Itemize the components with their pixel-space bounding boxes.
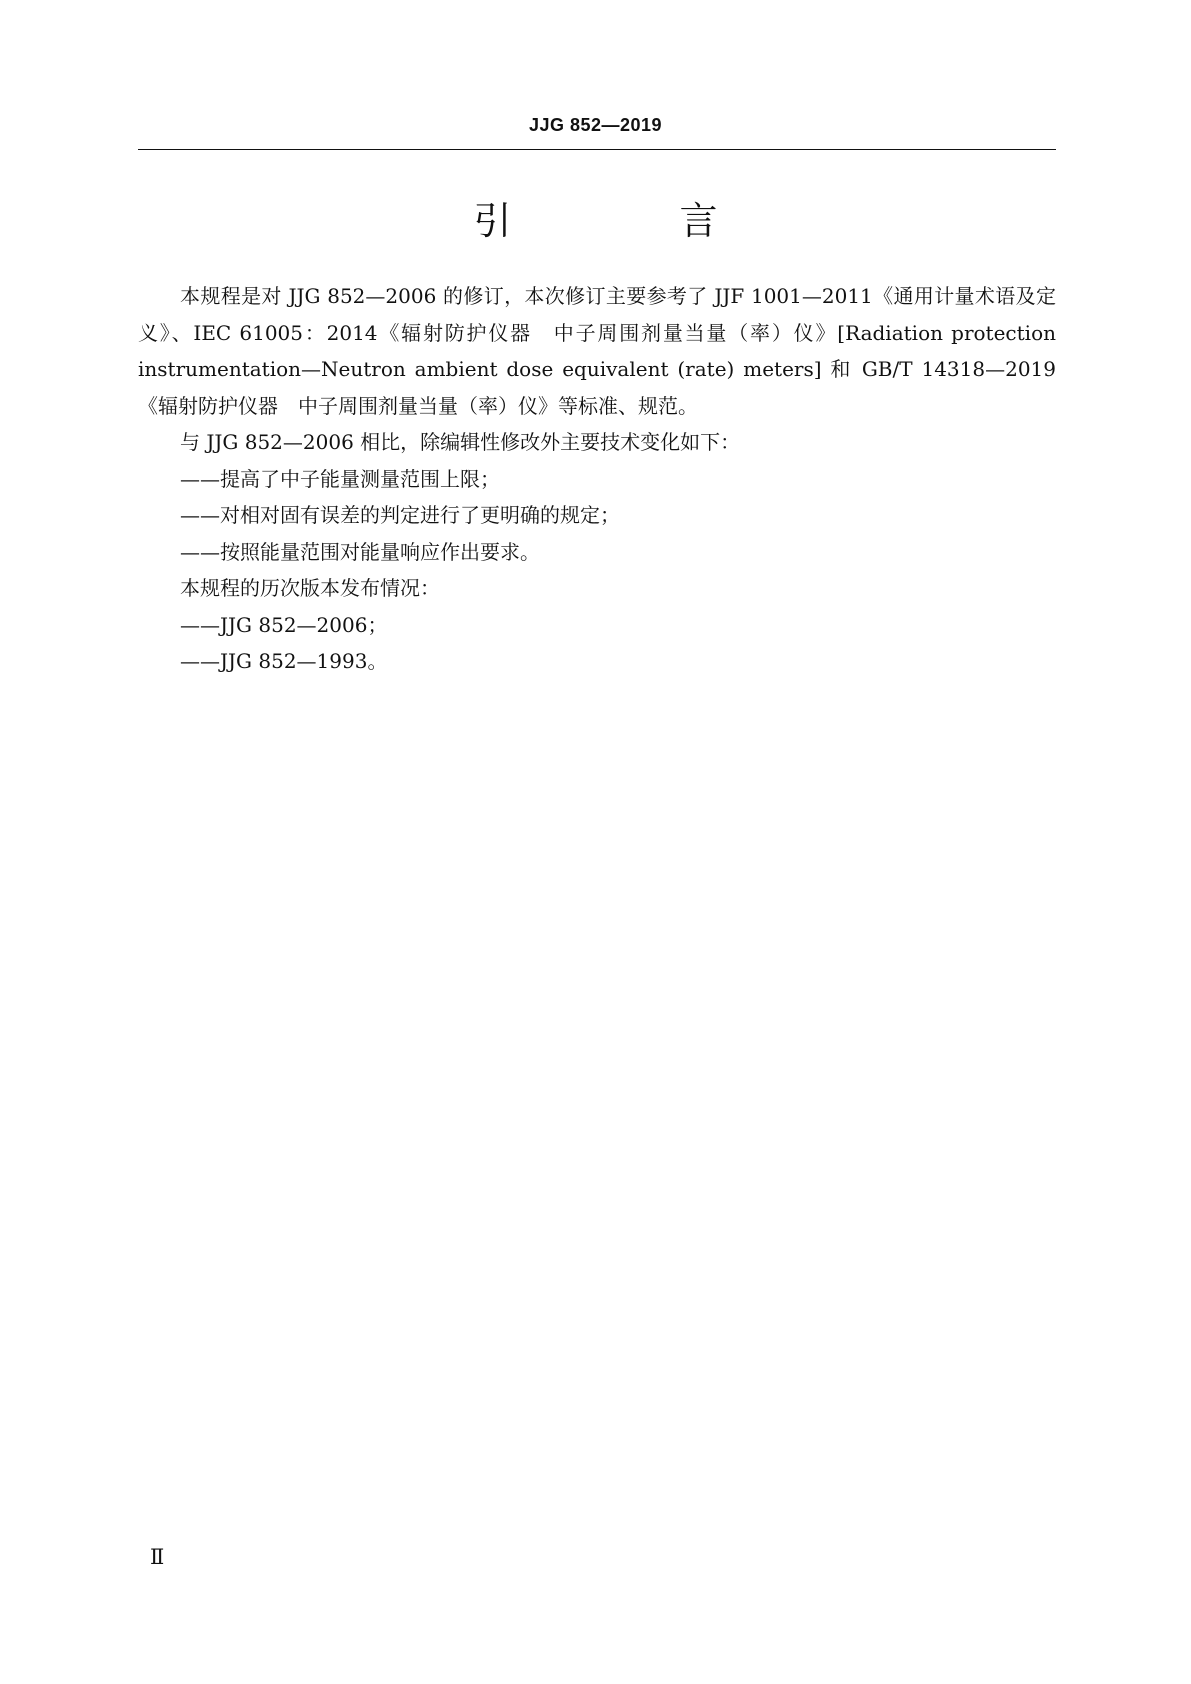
changes-intro: 与 JJG 852—2006 相比，除编辑性修改外主要技术变化如下： [180, 430, 741, 454]
change-item: ——按照能量范围对能量响应作出要求。 [180, 539, 540, 564]
revision-paragraph: 本规程是对 JJG 852—2006 的修订，本次修订主要参考了 JJF 1001—2011《通用计量术语及定义》、IEC 61005：2014《辐射防护仪器 中子周围剂量当量（率）仪》[Radiation protection instrumentation—Neutron ambient dose equivalent (rate) meters] 和 GB/T 14318—2019《辐射防护仪器 中子周围剂量当量（率）仪》等标准、规范。 [138, 284, 1056, 418]
change-item: ——对相对固有误差的判定进行了更明确的规定； [180, 503, 620, 527]
change-item: ——提高了中子能量测量范围上限； [180, 466, 500, 491]
history-item: ——JJG 852—1993。 [180, 649, 388, 673]
history-intro: 本规程的历次版本发布情况： [180, 576, 440, 600]
body-text [138, 278, 1056, 680]
page-title: 引 言 [473, 199, 796, 243]
document-code-header: JJG 852—2019 [528, 115, 663, 135]
header-divider [138, 149, 1056, 150]
history-item: ——JJG 852—2006； [180, 612, 388, 637]
page-number: Ⅱ [150, 1545, 165, 1569]
